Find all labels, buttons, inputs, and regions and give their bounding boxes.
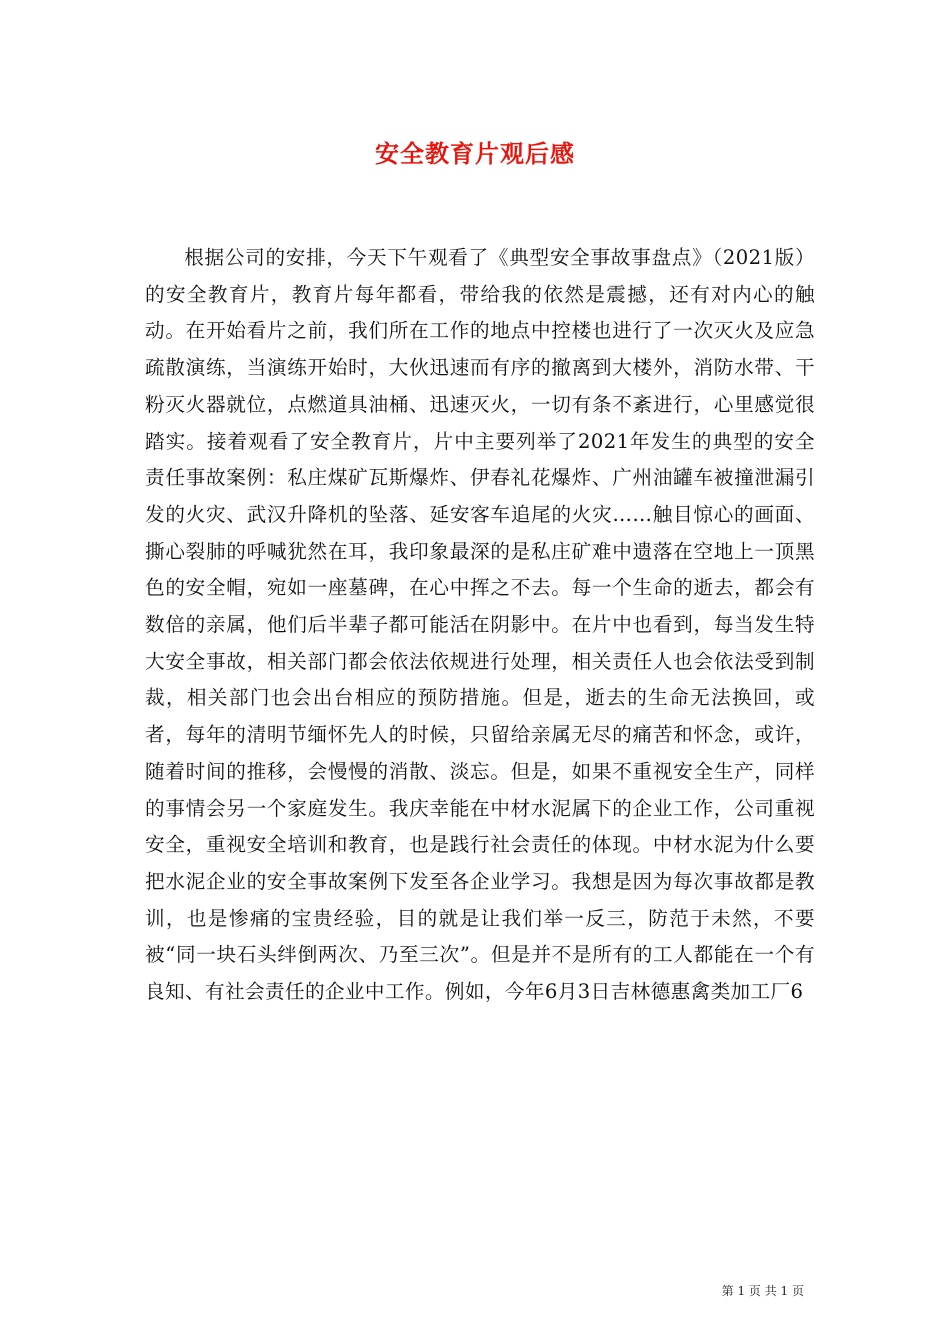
- body-paragraph: 根据公司的安排，今天下午观看了《典型安全事故事盘点》（2021版）的安全教育片，教育片每年都看，带给我的依然是震撼，还有对内心的触动。在开始看片之前，我们所在工作的地点中控楼也进行了一次灭火及应急疏散演练，当演练开始时，大伙迅速而有序的撤离到大楼外，消防水带、干粉灭火器就位，点燃道具油桶、迅速灭火，一切有条不紊进行，心里感觉很踏实。接着观看了安全教育片，片中主要列举了2021年发生的典型的安全责任事故案例：私庄煤矿瓦斯爆炸、伊春礼花爆炸、广州油罐车被撞泄漏引发的火灾、武汉升降机的坠落、延安客车追尾的火灾……触目惊心的画面、撕心裂肺的呼喊犹然在耳，我印象最深的是私庄矿难中遗落在空地上一顶黑色的安全帽，宛如一座墓碑，在心中挥之不去。每一个生命的逝去，都会有数倍的亲属，他们后半辈子都可能活在阴影中。在片中也看到，每当发生特大安全事故，相关部门都会依法依规进行处理，相关责任人也会依法受到制裁，相关部门也会出台相应的预防措施。但是，逝去的生命无法换回，或者，每年的清明节缅怀先人的时候，只留给亲属无尽的痛苦和怀念，或许，随着时间的推移，会慢慢的消散、淡忘。但是，如果不重视安全生产，同样的事情会另一个家庭发生。我庆幸能在中材水泥属下的企业工作，公司重视安全，重视安全培训和教育，也是践行社会责任的体现。中材水泥为什么要把水泥企业的安全事故案例下发至各企业学习。我想是因为每次事故都是教训，也是惨痛的宝贵经验，目的就是让我们举一反三，防范于未然，不要被“同一块石头绊倒两次、乃至三次”。但是并不是所有的工人都能在一个有良知、有社会责任的企业中工作。例如，今年6月3日吉林德惠禽类加工厂6: [145, 246, 815, 1004]
- page-number: 第 1 页 共 1 页: [721, 1284, 804, 1298]
- page-title: 安全教育片观后感: [375, 139, 575, 168]
